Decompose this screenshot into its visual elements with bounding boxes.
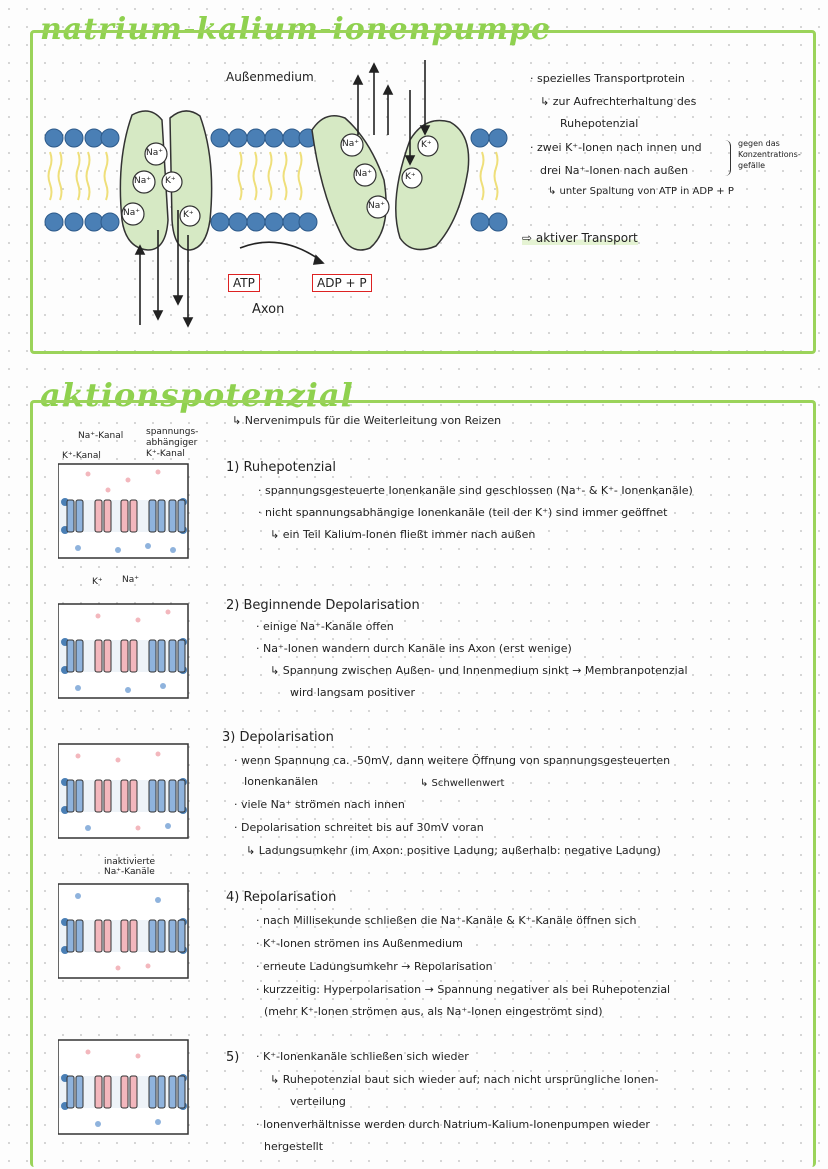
s2-line-3: wird langsam positiver xyxy=(290,686,415,699)
ion-na-4: Na⁺ xyxy=(342,139,359,149)
s1-line-0: · spannungsgesteuerte Ionenkanäle sind geschlossen (Na⁺- & K⁺- Ionenkanäle) xyxy=(258,484,693,497)
s3-line-2: ↳ Schwellenwert xyxy=(420,778,505,789)
s1-line-2: ↳ ein Teil Kalium-Ionen fließt immer nach außen xyxy=(270,528,536,541)
brace-note-1: Konzentrations- xyxy=(738,150,801,159)
ion-k-3: K⁺ xyxy=(421,140,432,150)
ion-k-4: K⁺ xyxy=(405,172,416,182)
label-volt-k-0: spannungs- xyxy=(146,427,199,437)
s3-heading: 3) Depolarisation xyxy=(222,730,334,745)
label-k-panel2: K⁺ xyxy=(92,577,103,587)
s4-line-4: (mehr K⁺-Ionen strömen aus, als Na⁺-Ionen eingeströmt sind) xyxy=(264,1005,603,1018)
s4-line-3: · kurzzeitig: Hyperpolarisation → Spannung negativer als bei Ruhepotenzial xyxy=(256,983,671,996)
pump-note-0: · spezielles Transportprotein xyxy=(530,72,685,85)
s2-heading: 2) Beginnende Depolarisation xyxy=(226,598,420,613)
ap-title: aktionspotenzial xyxy=(40,376,354,414)
brace xyxy=(724,140,731,176)
ion-na-3: Na⁺ xyxy=(123,208,140,218)
ap-panels xyxy=(58,460,192,1160)
s3-line-5: ↳ Ladungsumkehr (im Axon: positive Ladung; außerhalb: negative Ladung) xyxy=(246,844,661,857)
s5-line-1: ↳ Ruhepotenzial baut sich wieder auf; nach nicht ursprüngliche Ionen- xyxy=(270,1073,659,1086)
s5-num: 5) xyxy=(226,1050,240,1065)
ap-intro: ↳ Nervenimpuls für die Weiterleitung von Reizen xyxy=(232,414,502,427)
pump-note-2: Ruhepotenzial xyxy=(560,117,639,130)
s5-line-2: verteilung xyxy=(290,1095,346,1108)
ion-na-6: Na⁺ xyxy=(368,201,385,211)
axon-label: Axon xyxy=(252,302,285,317)
brace-note-2: gefälle xyxy=(738,161,766,170)
s5-line-0: · K⁺-Ionenkanäle schließen sich wieder xyxy=(256,1050,469,1063)
s4-line-0: · nach Millisekunde schließen die Na⁺-Kanäle & K⁺-Kanäle öffnen sich xyxy=(256,914,637,927)
label-volt-k-2: K⁺-Kanal xyxy=(146,449,185,459)
s5-line-3: · Ionenverhältnisse werden durch Natrium-Kalium-Ionenpumpen wieder xyxy=(256,1118,650,1131)
s1-heading: 1) Ruhepotenzial xyxy=(226,460,336,475)
pump-diagram xyxy=(40,60,510,340)
active-transport: ⇨ aktiver Transport xyxy=(522,231,638,245)
s4-line-1: · K⁺-Ionen strömen ins Außenmedium xyxy=(256,937,463,950)
outside-label: Außenmedium xyxy=(226,70,314,84)
ion-k-2: K⁺ xyxy=(183,210,194,220)
pump-note-5: ↳ unter Spaltung von ATP in ADP + P xyxy=(548,186,734,197)
adp-label: ADP + P xyxy=(312,274,372,292)
s4-line-2: · erneute Ladungsumkehr → Repolarisation xyxy=(256,960,493,973)
label-inactivated-1: Na⁺-Kanäle xyxy=(104,867,155,877)
pump-title: natrium-kalium-ionenpumpe xyxy=(40,12,552,47)
s3-line-1: Ionenkanälen xyxy=(244,775,319,788)
pump-note-3: · zwei K⁺-Ionen nach innen und xyxy=(530,141,702,154)
s4-heading: 4) Repolarisation xyxy=(226,890,337,905)
pump-note-1: ↳ zur Aufrechterhaltung des xyxy=(540,95,697,108)
atp-label: ATP xyxy=(228,274,260,292)
pump-note-4: drei Na⁺-Ionen nach außen xyxy=(540,164,689,177)
s3-line-3: · viele Na⁺ strömen nach innen xyxy=(234,798,405,811)
ion-na-5: Na⁺ xyxy=(355,169,372,179)
label-na-channel: Na⁺-Kanal xyxy=(78,431,124,441)
s1-line-1: · nicht spannungsabhängige Ionenkanäle (teil der K⁺) sind immer geöffnet xyxy=(258,506,668,519)
pump-protein-right xyxy=(312,116,469,250)
s2-line-0: · einige Na⁺-Kanäle offen xyxy=(256,620,394,633)
ion-na-1: Na⁺ xyxy=(146,148,163,158)
s5-line-4: hergestellt xyxy=(264,1140,324,1153)
s3-line-0: · wenn Spannung ca. -50mV, dann weitere Öffnung von spannungsgesteuerten xyxy=(234,754,671,767)
brace-note-0: gegen das xyxy=(738,139,780,148)
s3-line-4: · Depolarisation schreitet bis auf 30mV voran xyxy=(234,821,484,834)
s2-line-2: ↳ Spannung zwischen Außen- und Innenmedium sinkt → Membranpotenzial xyxy=(270,664,688,677)
label-k-channel: K⁺-Kanal xyxy=(62,451,101,461)
label-volt-k-1: abhängiger xyxy=(146,438,198,448)
s2-line-1: · Na⁺-Ionen wandern durch Kanäle ins Axon (erst wenige) xyxy=(256,642,572,655)
ion-na-2: Na⁺ xyxy=(134,176,151,186)
label-inactivated-0: inaktivierte xyxy=(104,857,156,867)
label-na-panel2: Na⁺ xyxy=(122,575,139,585)
ion-k-1: K⁺ xyxy=(165,176,176,186)
